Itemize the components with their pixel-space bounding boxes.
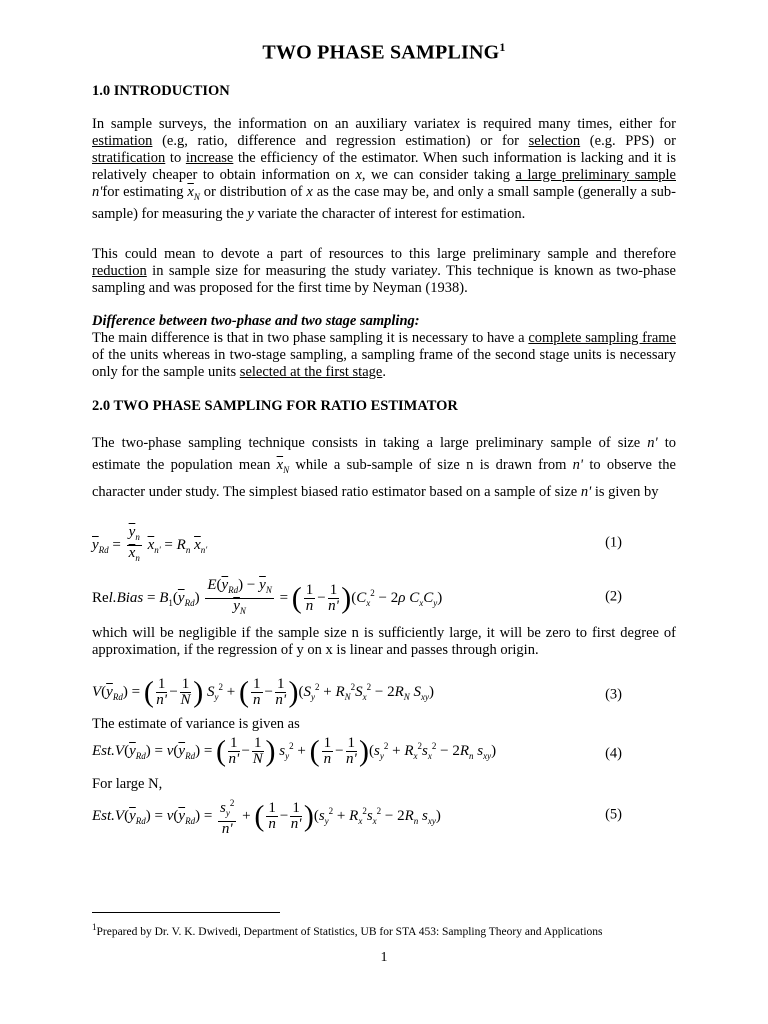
equation-4-number: (4) [605,745,622,762]
equation-3-number: (3) [605,686,622,703]
footnote [92,922,602,938]
paragraph-negligible: which will be negligible if the sample size n is sufficiently large, it will be zero to first degree of approximation, if the regression of y on x is linear and passes through origin. [92,625,676,658]
equation-1-number: (1) [605,534,622,551]
equation-4-math: $Est.V(\overline{y}_{Rd}) = v(\overline{y}_{Rd})$ = ( $\frac{1}{n'}$ − $\frac{1}{N}$ ) $s_y^2$ + ( $\frac{1}{n}$ − $\frac{1}{n'}$ )($s_y^2 + R_x^2s_x^2 - 2R_n$ $s_{xy}$) [92,734,497,768]
equation-5-math: $Est.V(\overline{y}_{Rd}) = v(\overline{y}_{Rd})$ = $\frac{s_y^2}{n'}$ + ( $\frac{1}{n}$ − $\frac{1}{n'}$ )($s_y^2 + R_x^2s_x^2 - 2R_n$ $s_{xy}$) [92,798,441,837]
subheading-difference: Difference between two-phase and two stage sampling: [92,313,420,329]
equation-4 [92,734,676,774]
paragraph-variance-estimate: The estimate of variance is given as [92,716,300,732]
section-heading-ratio-estimator: 2.0 TWO PHASE SAMPLING FOR RATIO ESTIMATOR [92,398,458,414]
equation-1 [92,521,676,565]
equation-2-math: Rel.Bias = $B_1(\overline{y}_{Rd})$ $\frac{E(\overline{y}_{Rd}) - \overline{y}_N}{\overline{y}_N}$ = ( $\frac{1}{n}$ − $\frac{1}{n'}$ )($C_x^2 - 2\rho$ $C_xC_y$) [92,577,443,616]
title-footnote-marker: 1 [499,40,506,54]
page-title: TWO PHASE SAMPLING$^1$ [262,40,506,64]
equation-5-number: (5) [605,806,622,823]
footnote-divider [92,912,280,913]
equation-3-math: $V(\overline{y}_{Rd})$ = ( $\frac{1}{n'}$ − $\frac{1}{N}$ ) $S_y^2$ + ( $\frac{1}{n}$ − $\frac{1}{n'}$ )($S_y^2 + R_N^2S_x^2 - 2R_N$ $S_{xy}$) [92,675,435,709]
equation-2-number: (2) [605,588,622,605]
page-number: 1 [380,950,388,965]
paragraph-resources: This could mean to devote a part of resources to this large preliminary sample and therefore reduction in sample size for measuring the study variatey. This technique is known as two-phase sampling and was proposed for the first time by Neyman (1938). [92,246,676,296]
equation-3 [92,675,676,715]
equation-1-math: $\overline{y}_{Rd}$ = $\frac{\overline{y}_n}{\overline{x}_n}$ $\overline{x}_{n'} = R_n$ $\overline{x}_{n'}$ [92,524,208,563]
paragraph-intro: In sample surveys, the information on an auxiliary variatex is required many times, either for estimation (e.g, ratio, difference and regression estimation) or for selection (e.g. PPS) or stratification to increase the efficiency of the estimator. When such information is lacking and it is relatively cheaper to obtain information on x, we can consider taking a large preliminary sample n'for estimating $\overline{x}_N$ or distribution of x as the case may be, and only a small sample (generally a sub-sample) for measuring the y variate the character of interest for estimation. [92,116,676,222]
paragraph-technique: The two-phase sampling technique consists in taking a large preliminary sample of size n' to estimate the population mean $\overline{x}_N$ while a sub-sample of size n is drawn from n' to observe the character under study. The simplest biased ratio estimator based on a sample of size n' is given by [92,435,676,500]
equation-2 [92,574,676,620]
section-heading-introduction: 1.0 INTRODUCTION [92,83,230,99]
footnote-marker: 1 [92,922,97,932]
paragraph-large-n: For large N, [92,776,163,792]
paragraph-difference: The main difference is that in two phase sampling it is necessary to have a complete sampling frame of the units whereas in two-stage sampling, a sampling frame of the second stage units is necessary only for the sample units selected at the first stage. [92,330,676,380]
equation-5 [92,794,676,836]
footnote-text: Prepared by Dr. V. K. Dwivedi, Department of Statistics, UB for STA 453: Sampling Theory and Applications [96,925,603,938]
